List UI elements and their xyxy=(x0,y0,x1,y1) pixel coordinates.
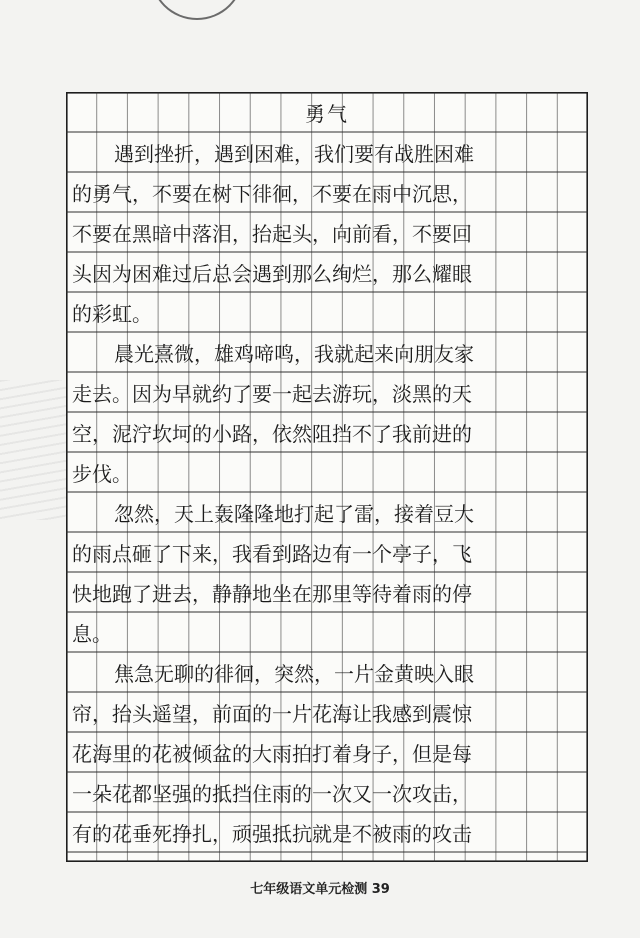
essay-line: 的彩虹。 xyxy=(72,302,152,326)
essay-line: 走去。因为早就约了要一起去游玩，淡黑的天 xyxy=(72,382,472,406)
page-corner-mark xyxy=(150,0,244,20)
essay-line: 不要在黑暗中落泪，抬起头，向前看，不要回 xyxy=(72,222,472,246)
page-footer-label: 七年级语文单元检测 39 xyxy=(250,882,390,897)
essay-line: 有的花垂死挣扎，顽强抵抗就是不被雨的攻击 xyxy=(72,822,472,846)
essay-line: 遇到挫折，遇到困难，我们要有战胜困难 xyxy=(114,142,474,166)
composition-grid-paper xyxy=(66,92,588,862)
essay-line: 步伐。 xyxy=(72,462,132,486)
essay-line: 花海里的花被倾盆的大雨拍打着身子，但是每 xyxy=(72,742,472,766)
essay-line: 头因为困难过后总会遇到那么绚烂，那么耀眼 xyxy=(72,262,472,286)
essay-line: 晨光熹微，雄鸡啼鸣，我就起来向朋友家 xyxy=(114,342,474,366)
essay-line: 一朵花都坚强的抵挡住雨的一次又一次攻击， xyxy=(72,782,472,806)
essay-line: 快地跑了进去，静静地坐在那里等待着雨的停 xyxy=(72,582,472,606)
essay-line: 忽然，天上轰隆隆地打起了雷，接着豆大 xyxy=(114,502,474,526)
essay-title: 勇气 xyxy=(305,102,349,126)
essay-line: 息。 xyxy=(72,622,112,646)
essay-line: 的勇气，不要在树下徘徊，不要在雨中沉思， xyxy=(72,182,472,206)
essay-line: 焦急无聊的徘徊，突然，一片金黄映入眼 xyxy=(114,662,474,686)
essay-line: 空，泥泞坎坷的小路，依然阻挡不了我前进的 xyxy=(72,422,472,446)
essay-line: 的雨点砸了下来，我看到路边有一个亭子，飞 xyxy=(72,542,472,566)
ink-bleed-through xyxy=(0,380,70,520)
essay-line: 帘，抬头遥望，前面的一片花海让我感到震惊 xyxy=(72,702,472,726)
